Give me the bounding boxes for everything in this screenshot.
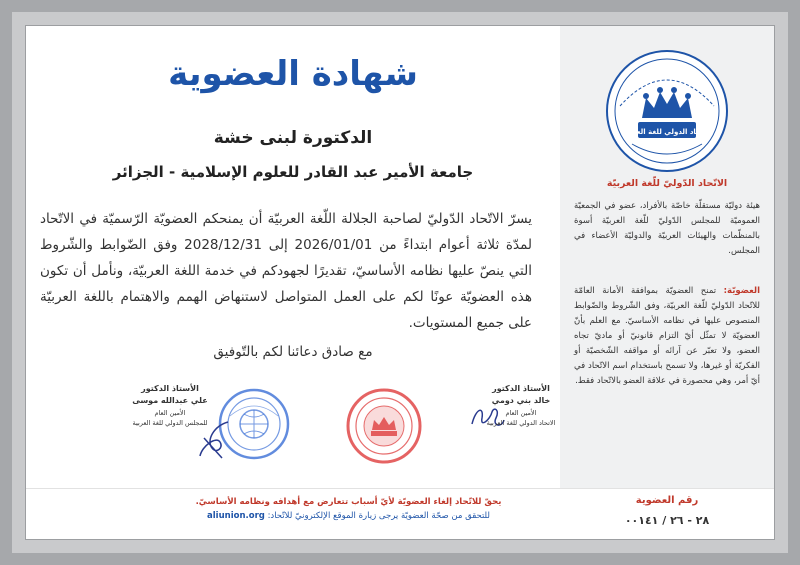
signature-role: الأمين العام <box>505 409 537 417</box>
membership-label: العضويّة: <box>723 286 761 296</box>
signature-org: الاتحاد الدولي للغة العربية <box>486 419 556 427</box>
recipient-name: الدكتورة لبنى خشة <box>213 128 373 148</box>
recipient-institution: جامعة الأمير عبد القادر للعلوم الإسلامية - الجزائر <box>112 163 474 181</box>
website-link[interactable]: aliunion.org <box>207 511 265 521</box>
sidebar-paragraph-membership <box>574 284 760 389</box>
signature-title: الأستاذ الدكتور <box>141 384 199 393</box>
certificate-paper <box>26 26 774 539</box>
footer-cancellation-note: يحقّ للاتّحاد إلغاء العضويّة لأيّ أسباب تتعارض مع أهدافه ونظامه الأساسيّ. <box>195 497 502 507</box>
signature-org: للمجلس الدولي للغة العربية <box>132 419 208 427</box>
certificate-body: يسرّ الاتّحاد الدّوليّ لصاحبة الجلالة اللّغة العربيّة أن يمنحكم العضويّة الرّسميّة في الاتّحاد لمدّة ثلاثة أعوام ابتداءً من 2026/01/01 إلى 2028/12/31 وفق الضّوابط والشّروط التي ينصّ عليها نظامه الأساسيّ، تقديرًا لجهودكم في خدمة اللغة العربيّة، ونأمل أن تكون هذه العضويّة عونًا لكم على العمل المتواصل لاستنهاض الهمم والاهتمام باللغة العربيّة على جميع المستويات. <box>40 211 532 331</box>
membership-number-block <box>560 495 774 527</box>
certificate-main <box>26 26 560 488</box>
signature-title: الأستاذ الدكتور <box>492 384 550 393</box>
red-stamp-icon <box>344 386 424 466</box>
logo-text: الاتحاد الدولي للغة العربية <box>622 128 712 136</box>
verification-text: للتحقق من صحّة العضويّة يرجى زيارة الموقع الإلكترونيّ للاتّحاد: <box>267 511 490 521</box>
certificate-closing: مع صادق دعائنا لكم بالتّوفيق <box>213 344 373 360</box>
signature-scribble-icon <box>194 418 234 462</box>
sidebar-title: الاتّحاد الدّوليّ للّغة العربيّة <box>606 178 728 189</box>
signature-block-secretary-union <box>476 384 566 427</box>
info-sidebar <box>560 26 774 488</box>
membership-number-value: ٢٨ - ٢٦ / ٠٠١٤١ <box>624 514 710 527</box>
membership-number-label: رقم العضوية <box>635 495 699 506</box>
signature-role: الأمين العام <box>154 409 186 417</box>
certificate-footer <box>26 488 774 540</box>
footer-notes <box>176 497 521 521</box>
membership-text: تمنح العضويّة بموافقة الأمانة العامّة للاتّحاد الدّوليّ للّغة العربيّة، وفق الشّروط والضّوابط المنصوص عليها في نظامه الأساسيّ. مع العلم بأنّ العضويّة لا تمثّل أيّ التزام قانونيّ أو ماديّ تجاه العضو، ولا تعبّر عن آرائه أو مواقفه الشّخصيّة أو الفكريّة أو غيرها، ولا تسمح باستخدام اسم الاتّحاد في أيّ أمر، وهي محصورة في علاقة العضو بالاتّحاد فقط. <box>574 286 760 386</box>
signature-name: خالد بني دومي <box>491 396 551 405</box>
union-logo-icon <box>602 46 732 176</box>
certificate-title: شهادة العضوية <box>168 54 418 94</box>
footer-verification-note <box>176 511 521 521</box>
sidebar-paragraph-about: هيئة دوليّة مستقلّة خاصّة بالأفراد، عضو في الجمعيّة العموميّة للمجلس الدّوليّ للّغة العربيّة أسوة بالمنظّمات والهيئات العربيّة والدوليّة الأعضاء في المجلس. <box>574 201 760 256</box>
signature-name: علي عبدالله موسى <box>132 396 208 405</box>
